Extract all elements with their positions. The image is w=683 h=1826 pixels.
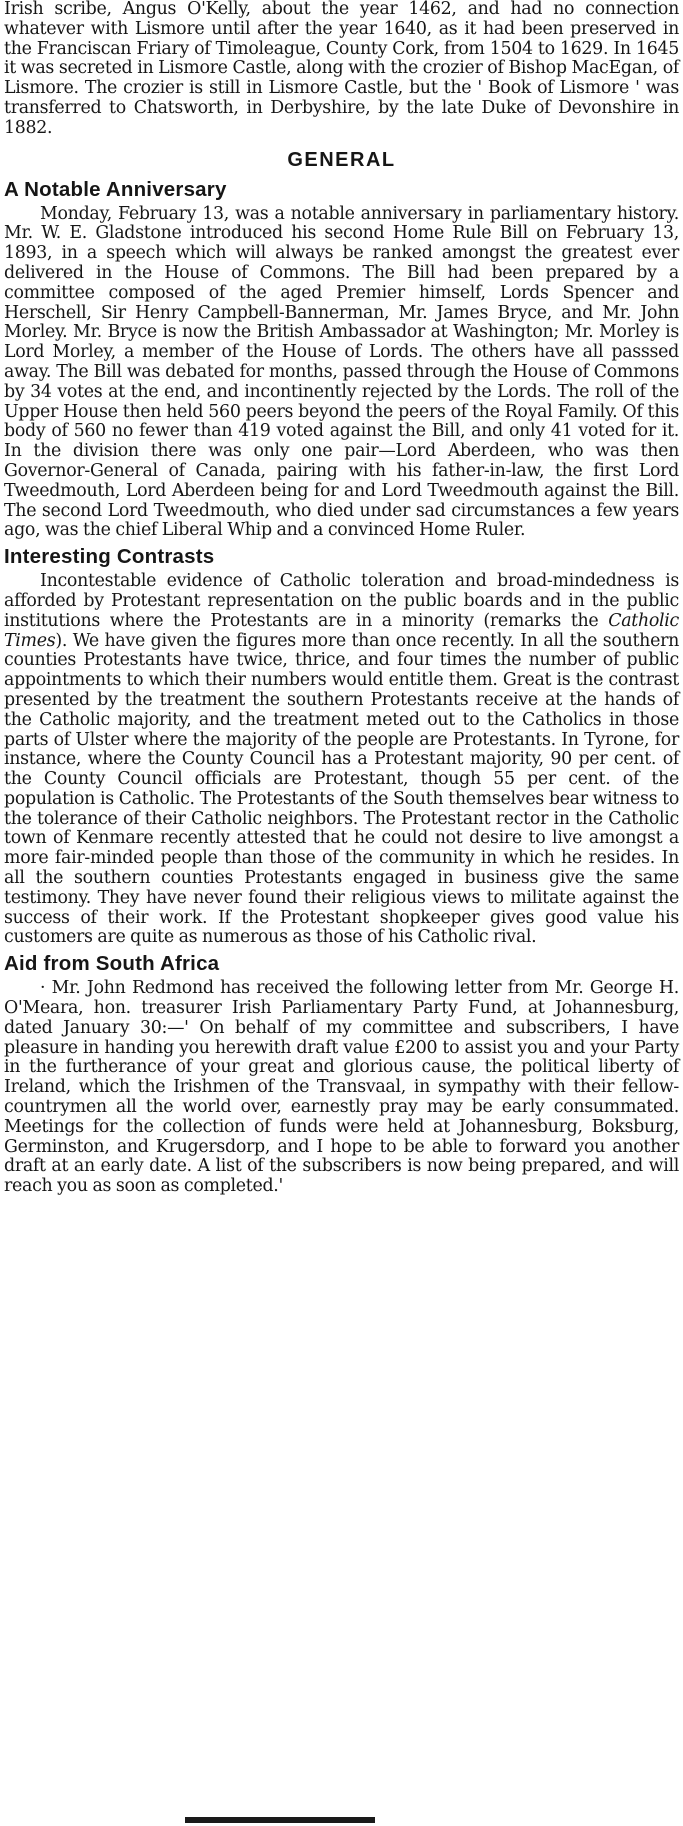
- intro-paragraph: Irish scribe, Angus O'Kelly, about the year 1462, and had no connection whatever with Lismore until after the year 1640, as it had been preserved in the Franciscan Friary of Timoleague, County Cork, from 1504 to 1629. In 1645 it was secreted in Lismore Castle, along with the crozier of Bishop MacEgan, of Lismore. The crozier is still in Lismore Castle, but the ' Book of Lismore ' was transferred to Chatsworth, in Derbyshire, by the late Duke of Devonshire in 1882.: [4, 0, 679, 138]
- article-body-text-part-2: ). We have given the figures more than once recently. In all the southern counties Protestants have twice, thrice, and four times the number of public appointments to which their numbers would entitle them. Great is the contrast presented by the treatment the southern Protestants receive at the hands of the Catholic majority, and the treatment meted out to the Catholics in those parts of Ulster where the majority of the people are Protestants. In Tyrone, for instance, where the County Council has a Protestant majority, 90 per cent. of the County Council officials are Protestant, though 55 per cent. of the population is Catholic. The Protestants of the South themselves bear witness to the tolerance of their Catholic neighbors. The Protestant rector in the Catholic town of Kenmare recently attested that he could not desire to live amongst a more fair-minded people than those of the community in which he resides. In all the southern counties Protestants engaged in business give the same testimony. They have never found their religious views to militate against the success of their work. If the Protestant shopkeeper gives good value his customers are quite as numerous as those of his Catholic rival.: [4, 630, 679, 948]
- article-body-notable-anniversary: Monday, February 13, was a notable anniversary in parliamentary history. Mr. W. E. Gladstone introduced his second Home Rule Bill on February 13, 1893, in a speech which will always be ranked amongst the greatest ever delivered in the House of Commons. The Bill had been prepared by a committee composed of the aged Premier himself, Lords Spencer and Herschell, Sir Henry Campbell-Bannerman, Mr. James Bryce, and Mr. John Morley. Mr. Bryce is now the British Ambassador at Washington; Mr. Morley is Lord Morley, a member of the House of Lords. The others have all passsed away. The Bill was debated for months, passed through the House of Commons by 34 votes at the end, and incontinently rejected by the Lords. The roll of the Upper House then held 560 peers beyond the peers of the Royal Family. Of this body of 560 no fewer than 419 voted against the Bill, and only 41 voted for it. In the division there was only one pair—Lord Aberdeen, who was then Governor-General of Canada, pairing with his father-in-law, the first Lord Tweedmouth, Lord Aberdeen being for and Lord Tweedmouth against the Bill. The second Lord Tweedmouth, who died under sad circumstances a few years ago, was the chief Liberal Whip and a convinced Home Ruler.: [4, 203, 679, 541]
- article-heading-aid-from-south-africa: Aid from South Africa: [4, 952, 220, 976]
- end-rule-divider: [185, 1817, 375, 1823]
- publication-title-italic: Catholic Times: [4, 610, 679, 651]
- article-body-interesting-contrasts: [4, 572, 679, 948]
- article-heading-interesting-contrasts: Interesting Contrasts: [4, 545, 215, 569]
- newspaper-page: [4, 0, 679, 1197]
- article-body-aid-from-south-africa: · Mr. John Redmond has received the following letter from Mr. George H. O'Meara, hon. treasurer Irish Parliamentary Party Fund, at Johannesburg, dated January 30:—' On behalf of my committee and subscribers, I have pleasure in handing you herewith draft value £200 to assist you and your Party in the furtherance of your great and glorious cause, the political liberty of Ireland, which the Irishmen of the Transvaal, in sympathy with their fellow-countrymen all the world over, earnestly pray may be early consummated. Meetings for the collection of funds were held at Johannesburg, Boksburg, Germinston, and Krugersdorp, and I hope to be able to forward you another draft at an early date. A list of the subscribers is now being prepared, and will reach you as soon as completed.': [4, 978, 679, 1197]
- article-heading-notable-anniversary: A Notable Anniversary: [4, 177, 227, 201]
- article-body-text-part-1: Incontestable evidence of Catholic toleration and broad-mindedness is afforded by Protestant representation on the public boards and in the public institutions where the Protestants are in a minority (remarks the: [4, 571, 679, 631]
- section-heading: GENERAL: [287, 148, 396, 171]
